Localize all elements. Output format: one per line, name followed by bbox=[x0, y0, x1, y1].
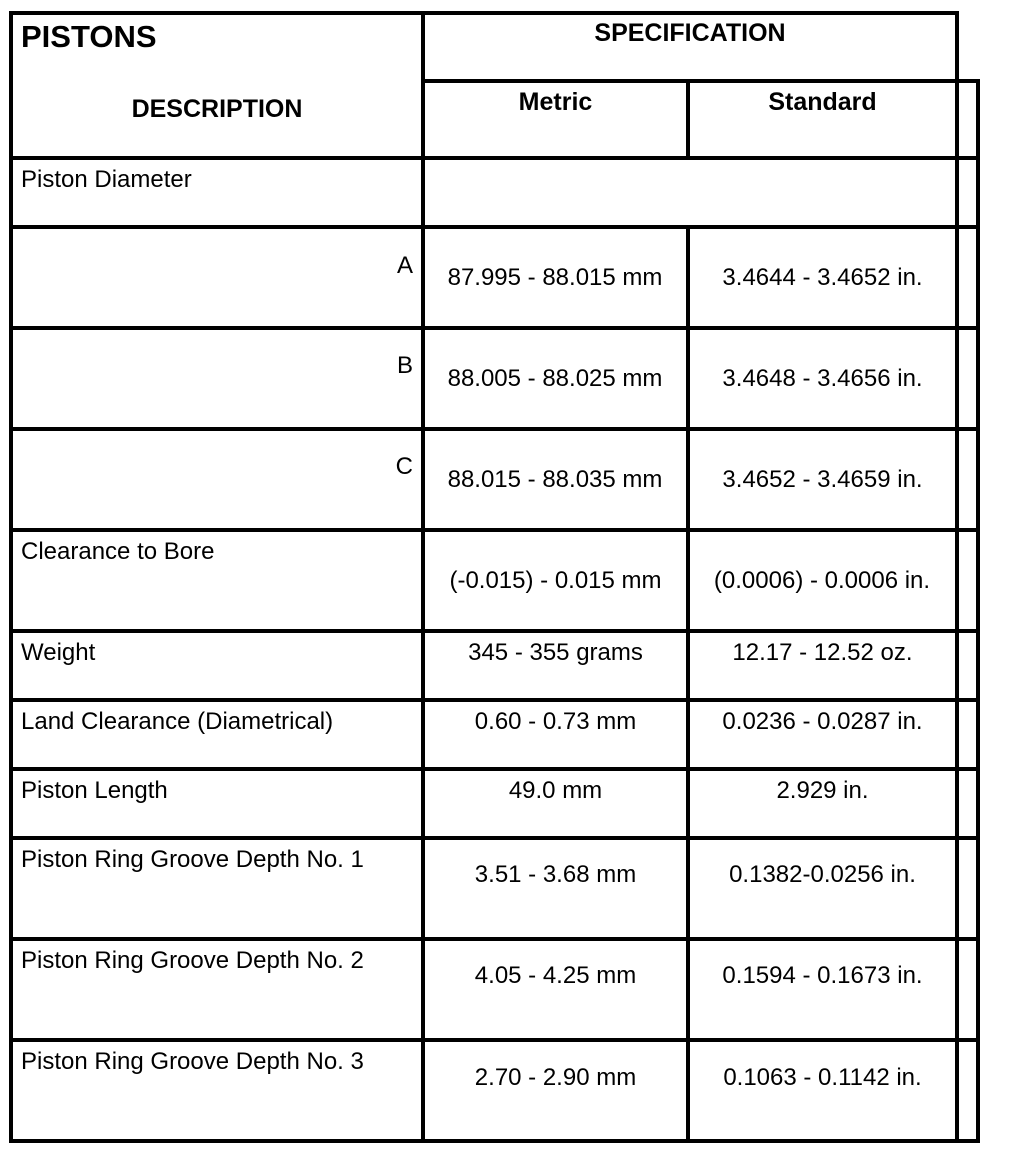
standard-value: 12.17 - 12.52 oz. bbox=[732, 639, 913, 666]
row-label: Clearance to Bore bbox=[21, 538, 215, 565]
standard-value: 0.1063 - 0.1142 in. bbox=[723, 1064, 922, 1091]
standard-value: 3.4644 - 3.4652 in. bbox=[722, 264, 923, 291]
metric-value: 345 - 355 grams bbox=[468, 639, 643, 666]
row-label: Piston Length bbox=[21, 777, 168, 804]
row-label: C bbox=[395, 453, 413, 480]
specification-header: SPECIFICATION bbox=[594, 19, 786, 47]
row-label: A bbox=[396, 252, 413, 279]
metric-value: (-0.015) - 0.015 mm bbox=[449, 567, 662, 594]
row-label: Piston Ring Groove Depth No. 2 bbox=[21, 947, 364, 974]
row-label: Land Clearance (Diametrical) bbox=[21, 708, 334, 735]
standard-header: Standard bbox=[768, 88, 877, 116]
standard-value: 0.0236 - 0.0287 in. bbox=[722, 708, 923, 735]
row-label: Piston Diameter bbox=[21, 166, 192, 193]
row-label: Piston Ring Groove Depth No. 1 bbox=[21, 846, 364, 873]
metric-value: 2.70 - 2.90 mm bbox=[474, 1064, 637, 1091]
row-label: Weight bbox=[21, 639, 96, 666]
standard-value: 3.4648 - 3.4656 in. bbox=[722, 365, 923, 392]
metric-value: 4.05 - 4.25 mm bbox=[474, 962, 637, 989]
metric-value: 49.0 mm bbox=[508, 777, 603, 804]
row-label: Piston Ring Groove Depth No. 3 bbox=[21, 1048, 364, 1075]
description-header: DESCRIPTION bbox=[131, 95, 303, 123]
table-title: PISTONS bbox=[21, 19, 157, 54]
standard-value: 3.4652 - 3.4659 in. bbox=[722, 466, 923, 493]
standard-value: 2.929 in. bbox=[776, 777, 869, 804]
metric-value: 87.995 - 88.015 mm bbox=[447, 264, 663, 291]
metric-value: 0.60 - 0.73 mm bbox=[474, 708, 637, 735]
standard-value: 0.1594 - 0.1673 in. bbox=[722, 962, 923, 989]
metric-value: 88.005 - 88.025 mm bbox=[447, 365, 663, 392]
metric-header: Metric bbox=[518, 88, 593, 116]
row-label: B bbox=[396, 352, 413, 379]
metric-value: 3.51 - 3.68 mm bbox=[474, 861, 637, 888]
metric-value: 88.015 - 88.035 mm bbox=[447, 466, 663, 493]
standard-value: 0.1382-0.0256 in. bbox=[729, 861, 916, 888]
standard-value: (0.0006) - 0.0006 in. bbox=[713, 567, 931, 594]
